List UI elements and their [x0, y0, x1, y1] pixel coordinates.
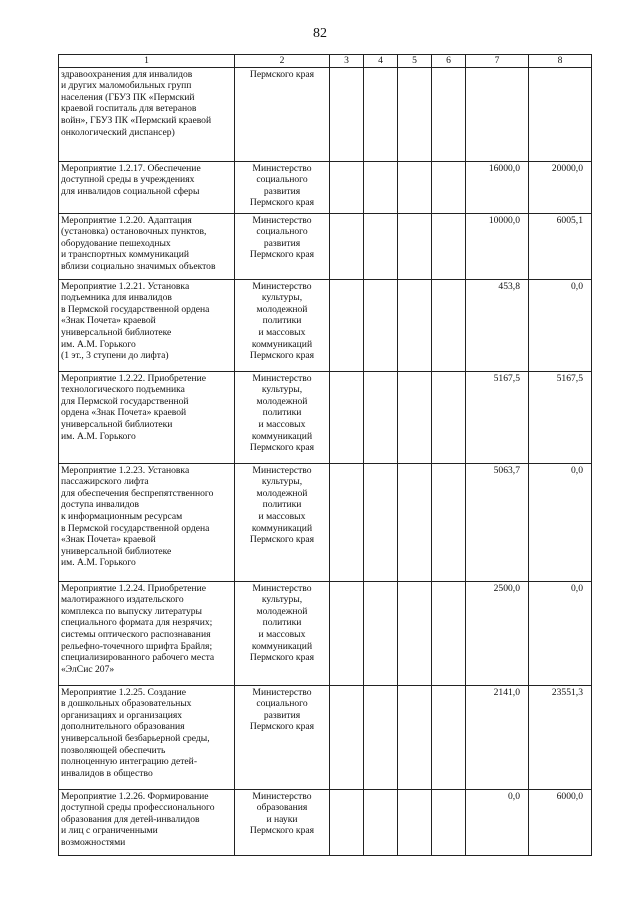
col-6-value [432, 685, 466, 789]
measure-name: Мероприятие 1.2.25. Создание в дошкольных образовательных организациях и организациях дополнительного образования универсальной безбарьерной среды, позволяющей обеспечить полноценную интеграцию детей- инвалидов в общество [59, 685, 235, 789]
measure-name: Мероприятие 1.2.22. Приобретение технологического подъемника для Пермской государственной ордена «Знак Почета» краевой универсальной библиотеки им. А.М. Горького [59, 371, 235, 463]
col-5-value [398, 67, 432, 161]
col-6-value [432, 463, 466, 581]
measure-name: Мероприятие 1.2.20. Адаптация (установка) остановочных пунктов, оборудование пешеходных и транспортных коммуникаций вблизи социально значимых объектов [59, 213, 235, 279]
header-col-1: 1 [59, 55, 235, 68]
measures-table [58, 54, 592, 856]
col-5-value [398, 463, 432, 581]
table-row [59, 67, 592, 161]
col-4-value [364, 371, 398, 463]
col-5-value [398, 789, 432, 855]
col-4-value [364, 463, 398, 581]
col-8-value: 0,0 [529, 581, 592, 685]
col-3-value [330, 789, 364, 855]
executor: Министерство культуры, молодежной политики и массовых коммуникаций Пермского края [235, 279, 330, 371]
col-8-value: 5167,5 [529, 371, 592, 463]
col-6-value [432, 371, 466, 463]
table-row [59, 463, 592, 581]
col-8-value: 6000,0 [529, 789, 592, 855]
col-6-value [432, 67, 466, 161]
table-row [59, 161, 592, 213]
col-4-value [364, 67, 398, 161]
measure-name: Мероприятие 1.2.17. Обеспечение доступной среды в учреждениях для инвалидов социальной сферы [59, 161, 235, 213]
col-6-value [432, 279, 466, 371]
col-5-value [398, 213, 432, 279]
executor: Министерство культуры, молодежной политики и массовых коммуникаций Пермского края [235, 371, 330, 463]
measure-name: Мероприятие 1.2.21. Установка подъемника для инвалидов в Пермской государственной ордена «Знак Почета» краевой универсальной библиотеке им. А.М. Горького (1 эт., 3 ступени до лифта) [59, 279, 235, 371]
table-row [59, 789, 592, 855]
col-5-value [398, 581, 432, 685]
col-4-value [364, 581, 398, 685]
col-5-value [398, 685, 432, 789]
col-5-value [398, 371, 432, 463]
col-8-value [529, 67, 592, 161]
col-7-value: 5167,5 [466, 371, 529, 463]
col-8-value: 23551,3 [529, 685, 592, 789]
table-row [59, 279, 592, 371]
col-7-value: 2500,0 [466, 581, 529, 685]
table-row [59, 581, 592, 685]
col-5-value [398, 279, 432, 371]
page-number: 82 [313, 26, 327, 41]
header-col-4: 4 [364, 55, 398, 68]
col-7-value: 10000,0 [466, 213, 529, 279]
col-6-value [432, 581, 466, 685]
col-4-value [364, 279, 398, 371]
col-7-value: 453,8 [466, 279, 529, 371]
header-col-6: 6 [432, 55, 466, 68]
measure-name: здравоохранения для инвалидов и других маломобильных групп населения (ГБУЗ ПК «Пермский краевой госпиталь для ветеранов войн», ГБУЗ ПК «Пермский краевой онкологический диспансер) [59, 67, 235, 161]
executor: Министерство культуры, молодежной политики и массовых коммуникаций Пермского края [235, 463, 330, 581]
executor: Министерство культуры, молодежной политики и массовых коммуникаций Пермского края [235, 581, 330, 685]
col-6-value [432, 213, 466, 279]
header-col-3: 3 [330, 55, 364, 68]
table-row [59, 213, 592, 279]
col-7-value: 5063,7 [466, 463, 529, 581]
executor: Министерство социального развития Пермского края [235, 161, 330, 213]
executor: Министерство социального развития Пермского края [235, 685, 330, 789]
col-8-value: 6005,1 [529, 213, 592, 279]
table-row [59, 371, 592, 463]
measure-name: Мероприятие 1.2.24. Приобретение малотиражного издательского комплекса по выпуску литературы специального формата для незрячих; системы оптического распознавания рельефно-точечного шрифта Брайля; специализированного рабочего места «ЭлСис 207» [59, 581, 235, 685]
col-3-value [330, 685, 364, 789]
col-7-value: 2141,0 [466, 685, 529, 789]
table-row [59, 685, 592, 789]
col-6-value [432, 161, 466, 213]
executor: Министерство социального развития Пермского края [235, 213, 330, 279]
col-3-value [330, 213, 364, 279]
header-col-8: 8 [529, 55, 592, 68]
col-4-value [364, 213, 398, 279]
col-8-value: 0,0 [529, 463, 592, 581]
executor: Министерство образования и науки Пермского края [235, 789, 330, 855]
header-col-7: 7 [466, 55, 529, 68]
col-4-value [364, 789, 398, 855]
col-3-value [330, 67, 364, 161]
executor: Пермского края [235, 67, 330, 161]
col-6-value [432, 789, 466, 855]
col-5-value [398, 161, 432, 213]
col-8-value: 20000,0 [529, 161, 592, 213]
header-col-2: 2 [235, 55, 330, 68]
col-7-value [466, 67, 529, 161]
col-3-value [330, 581, 364, 685]
measure-name: Мероприятие 1.2.23. Установка пассажирского лифта для обеспечения беспрепятственного доступа инвалидов к информационным ресурсам в Пермской государственной ордена «Знак Почета» краевой универсальной библиотеке им. А.М. Горького [59, 463, 235, 581]
col-4-value [364, 161, 398, 213]
header-col-5: 5 [398, 55, 432, 68]
col-8-value: 0,0 [529, 279, 592, 371]
col-7-value: 0,0 [466, 789, 529, 855]
col-3-value [330, 161, 364, 213]
col-3-value [330, 279, 364, 371]
col-4-value [364, 685, 398, 789]
header-row [59, 55, 592, 68]
col-3-value [330, 463, 364, 581]
measure-name: Мероприятие 1.2.26. Формирование доступной среды профессионального образования для детей-инвалидов и лиц с ограниченными возможностями [59, 789, 235, 855]
col-3-value [330, 371, 364, 463]
col-7-value: 16000,0 [466, 161, 529, 213]
